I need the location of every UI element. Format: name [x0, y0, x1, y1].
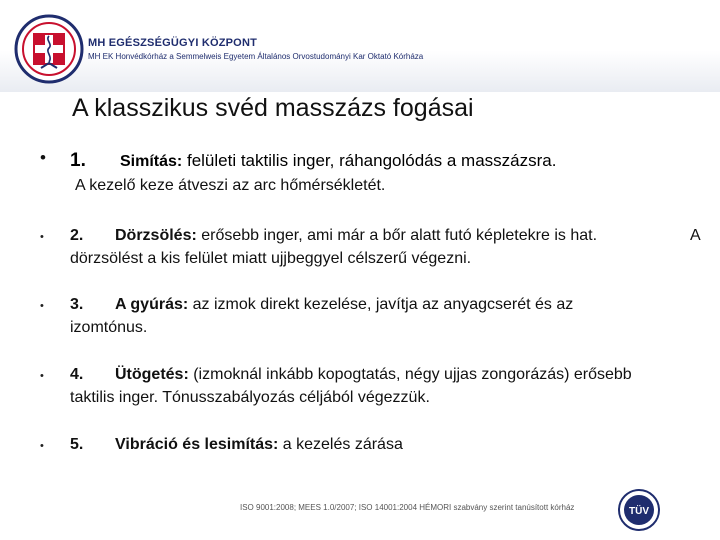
item-text: a kezelés zárása — [278, 436, 403, 453]
list-item — [70, 363, 632, 409]
item-number: 4. — [70, 366, 84, 383]
slide-title: A klasszikus svéd masszázs fogásai — [72, 94, 474, 122]
org-name: MH EGÉSZSÉGÜGYI KÖZPONT — [88, 37, 258, 49]
certification-footer: ISO 9001:2008; MEES 1.0/2007; ISO 14001:2004 HÉMORI szabvány szerint tanúsított kórház — [240, 503, 575, 512]
item-term: Dörzsölés: — [115, 227, 197, 244]
org-subtitle: MH EK Honvédkórház a Semmelweis Egyetem Általános Orvostudományi Kar Oktató Kórháza — [88, 52, 424, 61]
item-continuation: izomtónus. — [70, 319, 148, 336]
hospital-logo-icon — [14, 14, 84, 84]
item-number: 5. — [70, 436, 84, 453]
bullet-marker: • — [40, 231, 44, 243]
item-text: felületi taktilis inger, ráhangolódás a masszázsra. — [182, 151, 557, 170]
item-continuation: A kezelő keze átveszi az arc hőmérsékletét. — [75, 177, 386, 194]
item-term: Ütögetés: — [115, 366, 189, 383]
item-number: 2. — [70, 227, 84, 244]
tuv-badge-icon — [617, 488, 661, 532]
bullet-marker: • — [40, 440, 44, 452]
bullet-marker: • — [40, 300, 44, 312]
item-term: A gyúrás: — [115, 296, 189, 313]
item-term: Simítás: — [120, 153, 183, 170]
bullet-marker: • — [40, 148, 46, 167]
list-item — [70, 433, 403, 456]
tuv-badge-label: TÜV — [629, 506, 649, 517]
list-item — [70, 147, 556, 176]
item-number: 3. — [70, 296, 84, 313]
item-continuation: taktilis inger. Tónusszabályozás céljából végezzük. — [70, 389, 430, 406]
item-text: erősebb inger, ami már a bőr alatt futó képletekre is hat. — [196, 227, 598, 244]
item-term: Vibráció és lesimítás: — [115, 436, 279, 453]
bullet-marker: • — [40, 370, 44, 382]
item-number: 1. — [70, 150, 86, 171]
item-text: az izmok direkt kezelése, javítja az anyagcserét és az — [188, 296, 574, 313]
item-text: (izmoknál inkább kopogtatás, négy ujjas zongorázás) erősebb — [188, 366, 632, 383]
item-trailing: A — [690, 227, 701, 244]
item-continuation: dörzsölést a kis felület miatt ujjbeggyel célszerű végezni. — [70, 250, 472, 267]
list-item — [70, 293, 573, 339]
list-item — [70, 224, 710, 270]
